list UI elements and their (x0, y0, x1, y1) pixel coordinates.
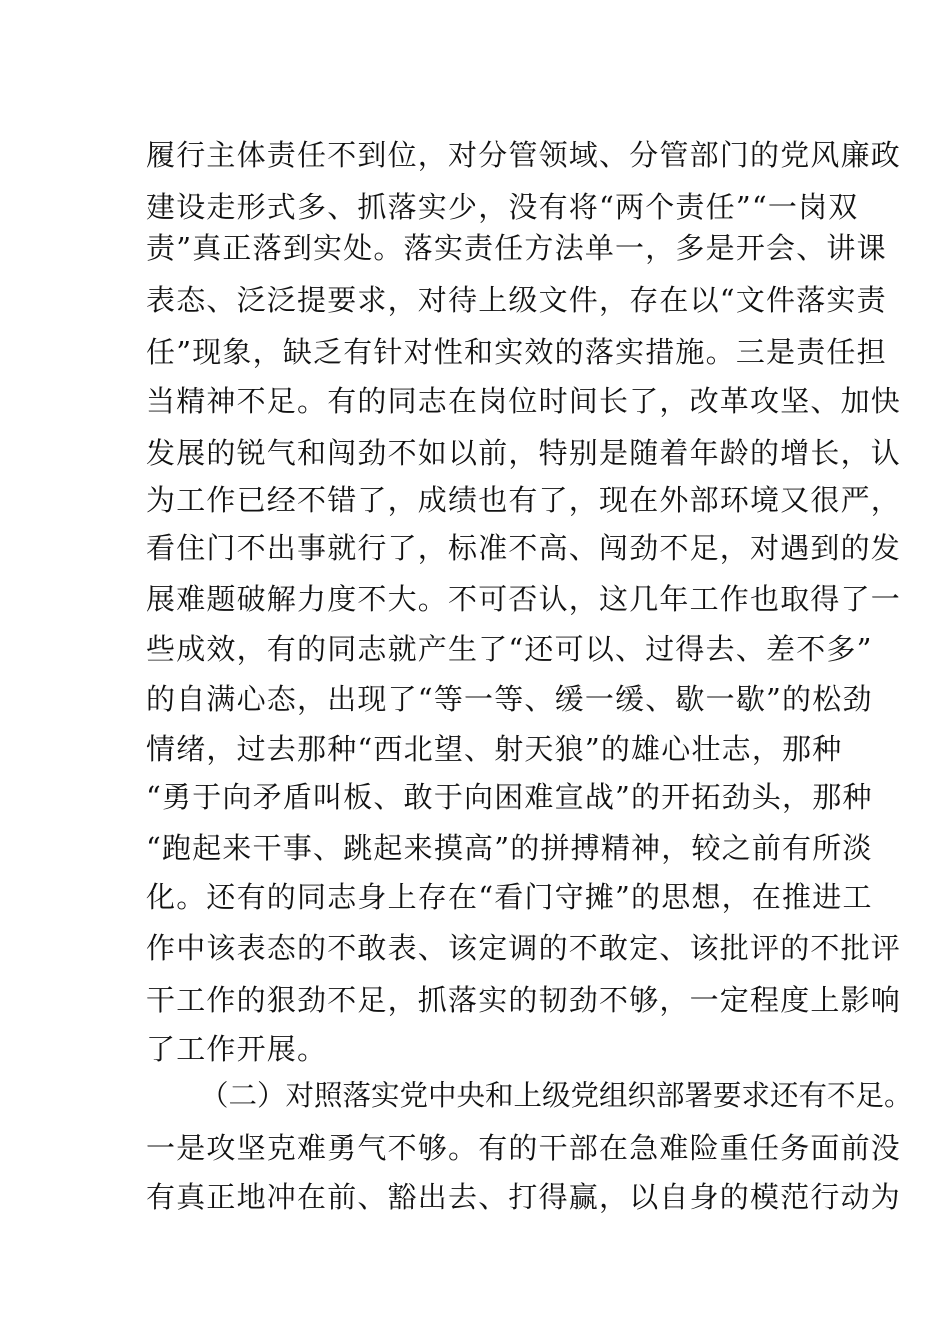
text-line: 些成效，有的同志就产生了“还可以、过得去、差不多” (146, 632, 873, 666)
text-line: “跑起来干事、跳起来摸高”的拼搏精神，较之前有所淡 (146, 831, 873, 865)
text-line: 建设走形式多、抓落实少，没有将“两个责任”“一岗双 (146, 190, 859, 224)
text-line: 化。还有的同志身上存在“看门守摊”的思想，在推进工 (146, 880, 873, 914)
text-line: 任”现象，缺乏有针对性和实效的落实措施。三是责任担 (146, 335, 887, 369)
text-line: 干工作的狠劲不足，抓落实的韧劲不够，一定程度上影响 (146, 983, 902, 1017)
text-line: “勇于向矛盾叫板、敢于向困难宣战”的开拓劲头，那种 (146, 780, 873, 814)
text-line: 一是攻坚克难勇气不够。有的干部在急难险重任务面前没 (146, 1131, 902, 1165)
text-line: 当精神不足。有的同志在岗位时间长了，改革攻坚、加快 (146, 384, 902, 418)
text-line: 责”真正落到实处。落实责任方法单一，多是开会、讲课 (146, 231, 887, 265)
text-line: 表态、泛泛提要求，对待上级文件，存在以“文件落实责 (146, 283, 887, 317)
text-line: 情绪，过去那种“西北望、射天狼”的雄心壮志，那种 (146, 732, 843, 766)
text-line: 看住门不出事就行了，标准不高、闯劲不足，对遇到的发 (146, 531, 902, 565)
text-line: 展难题破解力度不大。不可否认，这几年工作也取得了一 (146, 582, 902, 616)
text-line: 了工作开展。 (146, 1032, 328, 1066)
text-line: 作中该表态的不敢表、该定调的不敢定、该批评的不批评 (146, 931, 902, 965)
text-line: 履行主体责任不到位，对分管领域、分管部门的党风廉政 (146, 138, 902, 172)
text-line: 的自满心态，出现了“等一等、缓一缓、歇一歇”的松劲 (146, 682, 873, 716)
text-line: 发展的锐气和闯劲不如以前，特别是随着年龄的增长，认 (146, 436, 902, 470)
section-heading: （二）对照落实党中央和上级党组织部署要求还有不足。 (200, 1079, 913, 1112)
text-line: 为工作已经不错了，成绩也有了，现在外部环境又很严， (146, 483, 902, 517)
text-line: 有真正地冲在前、豁出去、打得赢，以自身的模范行动为 (146, 1180, 902, 1214)
